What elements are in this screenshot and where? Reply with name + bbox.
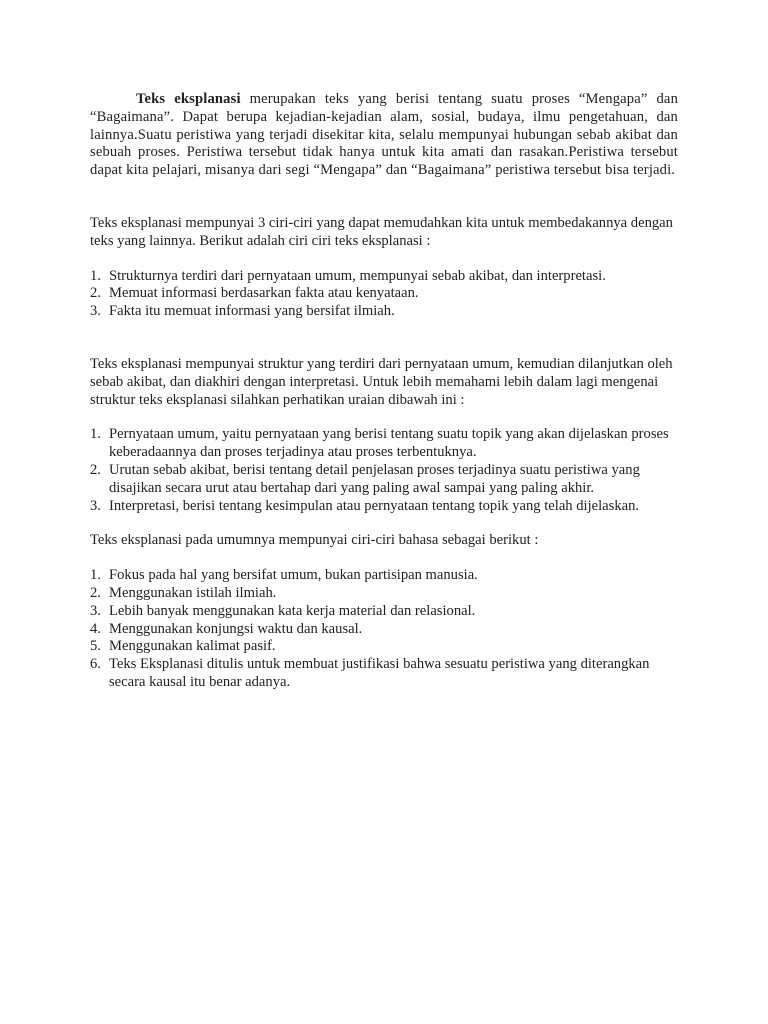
list-item-number: 2. xyxy=(90,461,101,478)
list-item xyxy=(90,567,678,585)
section3-paragraph: Teks eksplanasi pada umumnya mempunyai ciri-ciri bahasa sebagai berikut : xyxy=(90,532,539,549)
list-item-number: 3. xyxy=(90,602,101,619)
list-item-text: Lebih banyak menggunakan kata kerja material dan relasional. xyxy=(109,602,476,619)
list-item xyxy=(90,620,678,639)
list-item xyxy=(90,426,678,462)
list-item-text: Menggunakan kalimat pasif. xyxy=(109,638,276,655)
list-item xyxy=(90,303,678,321)
list-item-text: Pernyataan umum, yaitu pernyataan yang berisi tentang suatu topik yang akan dijelaskan proses keberadaannya dan proses terjadinya atau proses terbentuknya. xyxy=(109,426,669,461)
list-item-number: 6. xyxy=(90,656,101,673)
list-item-number: 3. xyxy=(90,303,101,320)
list-item-number: 5. xyxy=(90,638,101,655)
list-item xyxy=(90,638,678,656)
list-item-text: Interpretasi, berisi tentang kesimpulan atau pernyataan tentang topik yang telah dijelaskan. xyxy=(109,497,640,514)
list-item xyxy=(90,602,678,621)
list-item-text: Strukturnya terdiri dari pernyataan umum, mempunyai sebab akibat, dan interpretasi. xyxy=(109,267,606,284)
section1-list xyxy=(90,268,678,321)
list-item-text: Menggunakan istilah ilmiah. xyxy=(109,584,277,601)
list-item-number: 2. xyxy=(90,285,101,302)
intro-paragraph xyxy=(90,91,678,180)
section2-paragraph: Teks eksplanasi mempunyai struktur yang terdiri dari pernyataan umum, kemudian dilanjutkan oleh sebab akibat, dan diakhiri dengan interpretasi. Untuk lebih memahami lebih dalam lagi mengenai struktur teks eksplanasi silahkan perhatikan uraian dibawah ini : xyxy=(90,355,673,408)
section2-list xyxy=(90,426,678,515)
list-item-number: 1. xyxy=(90,267,101,284)
list-item xyxy=(90,656,678,692)
section3-list xyxy=(90,567,678,692)
list-item xyxy=(90,584,678,603)
list-item-text: Fakta itu memuat informasi yang bersifat ilmiah. xyxy=(109,303,395,320)
list-item-number: 3. xyxy=(90,497,101,514)
list-item xyxy=(90,461,678,498)
list-item xyxy=(90,497,678,516)
list-item-text: Fokus pada hal yang bersifat umum, bukan partisipan manusia. xyxy=(109,567,478,584)
list-item-number: 1. xyxy=(90,567,101,584)
list-item xyxy=(90,267,678,286)
list-item-text: Memuat informasi berdasarkan fakta atau kenyataan. xyxy=(109,285,419,302)
list-item xyxy=(90,285,678,303)
list-item-text: Menggunakan konjungsi waktu dan kausal. xyxy=(109,620,363,637)
intro-text: merupakan teks yang berisi tentang suatu proses “Mengapa” dan “Bagaimana”. Dapat berupa kejadian-kejadian alam, sosial, budaya, ilmu pengetahuan, dan lainnya.Suatu peristiwa yang terjadi disekitar kita, selalu mempunyai hubungan sebab akibat dan sebuah proses. Peristiwa tersebut tidak hanya untuk kita amati dan rasakan.Peristiwa tersebut dapat kita pelajari, misanya dari segi “Mengapa” dan “Bagaimana” peristiwa tersebut bisa terjadi. xyxy=(90,91,679,179)
list-item-text: Urutan sebab akibat, berisi tentang detail penjelasan proses terjadinya suatu peristiwa yang disajikan secara urut atau bertahap dari yang paling awal sampai yang paling akhir. xyxy=(109,461,640,496)
section1-paragraph: Teks eksplanasi mempunyai 3 ciri-ciri yang dapat memudahkan kita untuk membedakannya dengan teks yang lainnya. Berikut adalah ciri ciri teks eksplanasi : xyxy=(90,214,673,249)
list-item-text: Teks Eksplanasi ditulis untuk membuat justifikasi bahwa sesuatu peristiwa yang diterangkan secara kausal itu benar adanya. xyxy=(109,656,650,690)
intro-bold-lead: Teks eksplanasi xyxy=(136,91,241,107)
document-body xyxy=(90,91,678,692)
list-item-number: 4. xyxy=(90,620,101,637)
list-item-number: 1. xyxy=(90,426,101,443)
list-item-number: 2. xyxy=(90,584,101,601)
